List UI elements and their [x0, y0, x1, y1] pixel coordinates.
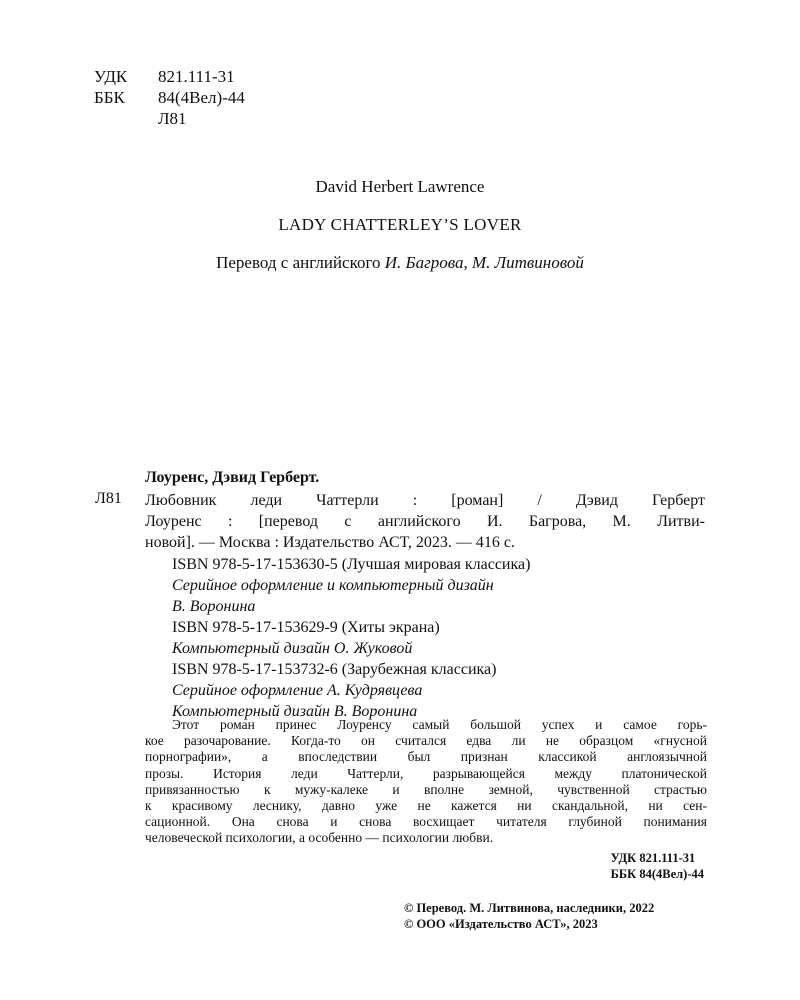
annotation-line: прозы. История леди Чаттерли, разрывающейся между платонической: [145, 765, 707, 781]
annotation-line: Этот роман принес Лоуренсу самый большой успех и самое горь-: [172, 717, 707, 732]
annotation-line: сационной. Она снова и снова восхищает читателя глубиной понимания: [145, 814, 707, 830]
copyright-translation: © Перевод. М. Литвинова, наследники, 2022: [404, 901, 655, 915]
classification-codes-bottom: [611, 850, 704, 882]
author-mark-label: [94, 108, 158, 129]
annotation: [145, 717, 707, 847]
design-credit: В. Воронина: [172, 598, 256, 615]
design-credit: Компьютерный дизайн В. Воронина: [172, 703, 418, 720]
annotation-line: к красивому леснику, давно уже не кажется ни скандальной, ни сен-: [145, 798, 707, 814]
bibliographic-author-mark: Л81: [95, 490, 122, 507]
bibliographic-line: Любовник леди Чаттерли : [роман] / Дэвид Герберт: [145, 492, 705, 509]
udk-row: [94, 66, 245, 87]
author-english: David Herbert Lawrence: [315, 177, 485, 196]
bbk-code-bottom: ББК 84(4Вел)-44: [610, 867, 704, 881]
isbn-block: [172, 659, 530, 722]
author-mark-row: [94, 108, 245, 129]
udk-value: 821.111-31: [158, 67, 235, 86]
author-mark-value: Л81: [158, 109, 187, 128]
design-credit: Компьютерный дизайн О. Жуковой: [172, 640, 413, 657]
translation-prefix: Перевод с английского: [216, 253, 385, 272]
bibliographic-line: Лоуренс : [перевод с английского И. Багрова, М. Литви-: [145, 513, 705, 530]
design-credit: Серийное оформление А. Кудрявцева: [172, 682, 423, 699]
isbn-list: [172, 554, 530, 722]
classification-codes: [94, 66, 245, 129]
annotation-line: человеческой психологии, а особенно — психологии любви.: [145, 830, 494, 846]
isbn-block: [172, 617, 530, 659]
bibliographic-line: новой]. — Москва : Издательство АСТ, 2023. — 416 с.: [145, 534, 515, 551]
annotation-line: кое разочарование. Когда-то он считался едва ли не образцом «гнусной: [145, 733, 707, 749]
isbn-number: ISBN 978-5-17-153732-6 (Зарубежная классика): [172, 661, 497, 678]
copyright-publisher: © ООО «Издательство АСТ», 2023: [404, 917, 598, 931]
design-credit: Серийное оформление и компьютерный дизайн: [172, 577, 494, 594]
isbn-number: ISBN 978-5-17-153629-9 (Хиты экрана): [172, 619, 440, 636]
translation-credit: [0, 253, 800, 273]
isbn-number: ISBN 978-5-17-153630-5 (Лучшая мировая классика): [172, 556, 531, 573]
title-english: LADY CHATTERLEY’S LOVER: [278, 215, 522, 234]
copyright-notice: [404, 900, 654, 932]
udk-label: УДК: [94, 67, 128, 86]
bibliographic-description: [145, 490, 705, 553]
translators: И. Багрова, М. Литвиновой: [384, 253, 584, 272]
udk-code-bottom: УДК 821.111-31: [610, 851, 696, 865]
isbn-block: [172, 554, 530, 617]
bbk-value: 84(4Вел)-44: [158, 88, 245, 107]
annotation-line: порнографии», а впоследствии был признан классикой англоязычной: [145, 749, 707, 765]
annotation-line: привязанностью к мужу-калеке и вполне земной, чувственной страстью: [145, 781, 707, 797]
bbk-label: ББК: [94, 88, 125, 107]
bbk-row: [94, 87, 245, 108]
bibliographic-heading: Лоуренс, Дэвид Герберт.: [145, 469, 320, 486]
